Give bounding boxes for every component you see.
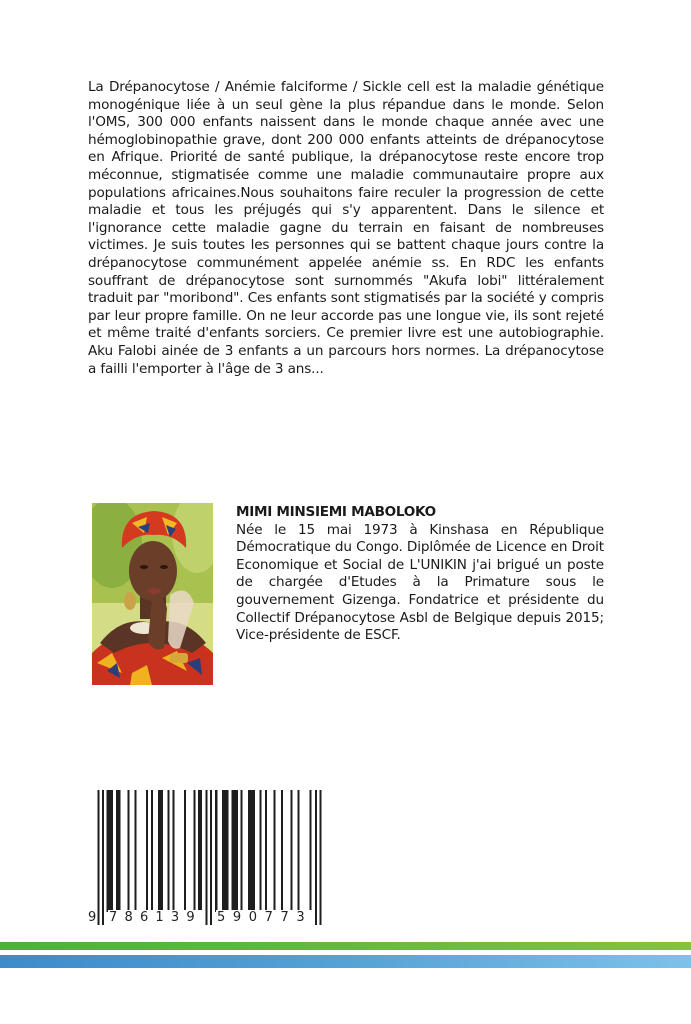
author-section — [236, 504, 604, 645]
isbn-barcode — [88, 788, 328, 933]
barcode-left-group: 786139 — [109, 910, 202, 925]
author-bio: Née le 15 mai 1973 à Kinshasa en République Démocratique du Congo. Diplômée de Licence en Droit Economique et Social de L'UNIKIN j'ai brigué un poste de chargée d'Etudes à la Primature sous le gouvernement Gizenga. Fondatrice et présidente du Collectif Drépanocytose Asbl de Belgique depuis 2015; Vice-présidente de ESCF. — [236, 521, 604, 644]
author-name: MIMI MINSIEMI MABOLOKO — [236, 504, 436, 520]
barcode-first-digit: 9 — [88, 910, 97, 925]
decorative-blue-stripe — [0, 955, 691, 968]
author-photo — [92, 503, 213, 685]
author-portrait-image — [92, 503, 213, 685]
decorative-green-stripe — [0, 942, 691, 950]
barcode-digits — [88, 910, 328, 926]
back-cover-blurb: La Drépanocytose / Anémie falciforme / Sickle cell est la maladie génétique monogénique liée à un seul gène la plus répandue dans le monde. Selon l'OMS, 300 000 enfants naissent dans le monde chaque année avec une hémoglobinopathie grave, dont 200 000 enfants atteints de drépanocytose en Afrique. Priorité de santé publique, la drépanocytose reste encore trop méconnue, stigmatisée comme une maladie communautaire propre aux populations africaines.Nous souhaitons faire reculer la progression de cette maladie et tous les préjugés qui s'y apparentent. Dans le silence et l'ignorance cette maladie gagne du terrain en faisant de nombreuses victimes. Je suis toutes les personnes qui se battent chaque jours contre la drépanocytose communément appelée anémie ss. En RDC les enfants souffrant de drépanocytose sont surnommés "Akufa lobi" littéralement traduit par "moribond". Ces enfants sont stigmatisés par la société y compris par leur propre famille. On ne leur accorde pas une longue vie, ils sont rejeté et même traité d'enfants sorciers. Ce premier livre est une autobiographie. Aku Falobi ainée de 3 enfants a un parcours hors normes. La drépanocytose a failli l'emporter à l'âge de 3 ans... — [88, 79, 604, 377]
barcode-right-group: 590773 — [217, 910, 313, 925]
